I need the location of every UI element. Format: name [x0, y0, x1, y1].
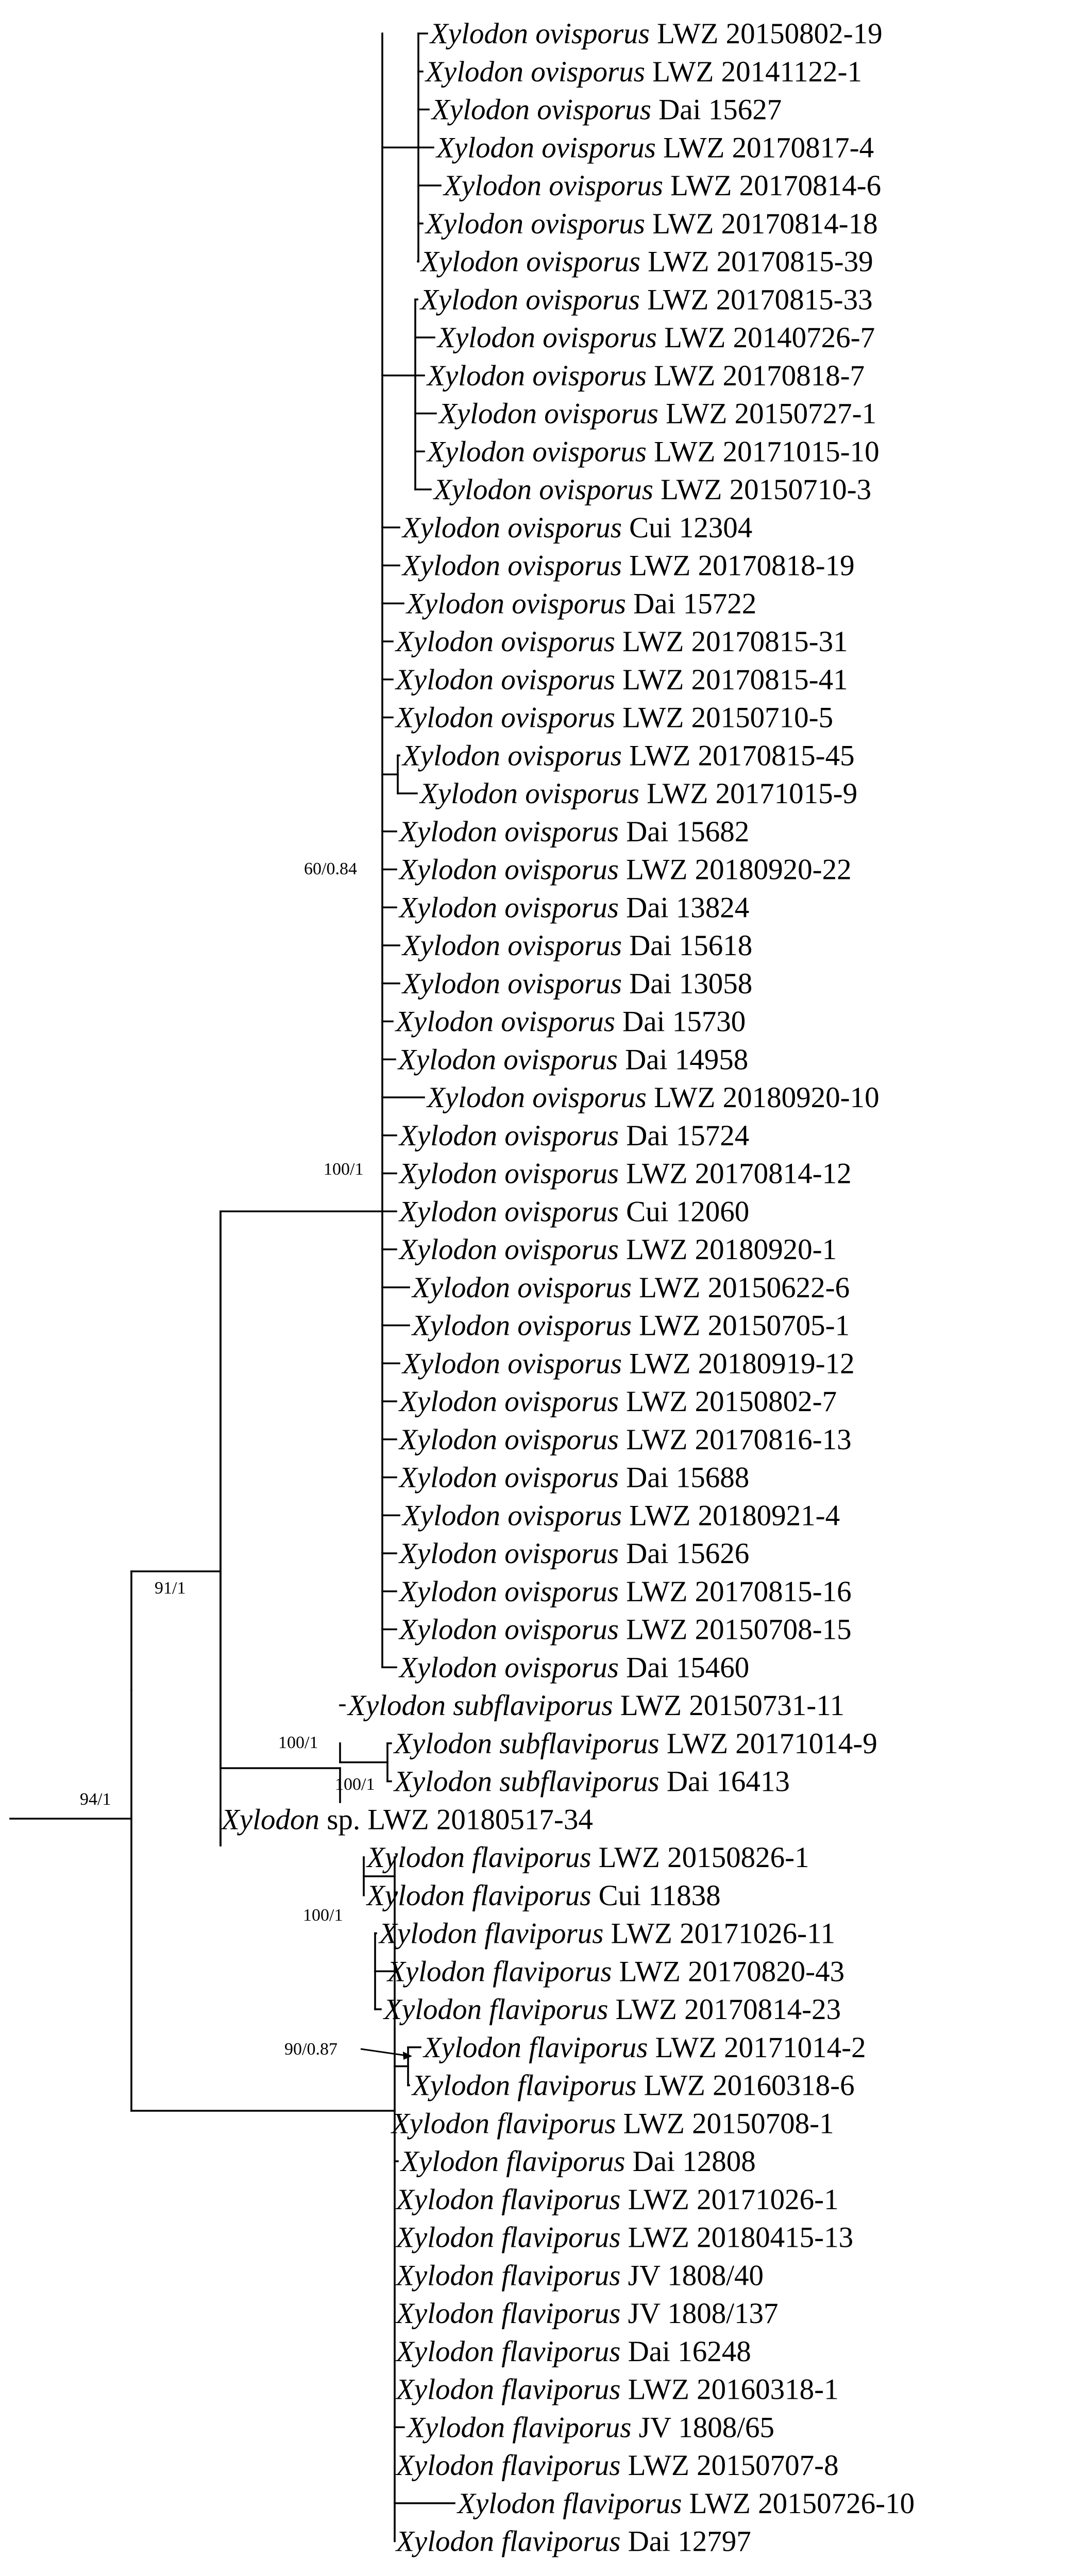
taxon-label	[419, 283, 873, 316]
taxon-species: Xylodon ovisporus	[399, 1537, 619, 1570]
support-ovisporus: 100/1	[324, 1160, 364, 1179]
taxon-voucher: Dai 15460	[626, 1651, 750, 1684]
taxon-voucher: LWZ 20150727-1	[666, 397, 877, 430]
support-subflaviporus-inner: 100/1	[335, 1775, 375, 1794]
taxon-species: Xylodon flaviporus	[387, 1955, 612, 1988]
taxon-species: Xylodon ovisporus	[399, 1651, 619, 1684]
taxon-voucher: JV 1808/40	[628, 2259, 764, 2292]
taxon-species: Xylodon ovisporus	[412, 1309, 632, 1342]
taxon-species: Xylodon ovisporus	[396, 701, 615, 734]
taxon-voucher: JV 1808/137	[628, 2297, 779, 2330]
taxon-species: Xylodon ovisporus	[434, 473, 653, 506]
taxon-voucher: Dai 14958	[625, 1043, 749, 1076]
taxon-label	[398, 854, 852, 886]
taxon-species: Xylodon ovisporus	[396, 1005, 615, 1038]
taxon-label	[398, 1158, 852, 1190]
taxon-voucher: LWZ 20170815-45	[629, 739, 855, 772]
taxon-label	[395, 2183, 839, 2216]
taxon-species: Xylodon ovisporus	[402, 929, 622, 962]
taxon-voucher: Dai 15722	[633, 587, 757, 620]
taxon-label	[395, 625, 848, 658]
support-ovisporus-sub: 60/0.84	[304, 859, 357, 878]
taxon-voucher: LWZ 20150710-3	[661, 473, 872, 506]
taxon-species: Xylodon ovisporus	[399, 853, 619, 886]
taxon-label	[426, 360, 865, 392]
taxon-label	[400, 2145, 756, 2178]
taxon-voucher: LWZ 20171015-9	[647, 777, 858, 810]
taxon-label	[420, 246, 873, 278]
taxon-voucher: Dai 15682	[626, 815, 750, 848]
taxon-voucher: LWZ 20170815-41	[622, 663, 848, 696]
taxon-species: Xylodon subflaviporus	[394, 1727, 660, 1760]
taxon-species: Xylodon flaviporus	[396, 2183, 621, 2216]
taxon-label	[401, 1347, 855, 1380]
taxon-species: Xylodon flaviporus	[396, 2525, 621, 2558]
taxon-voucher: LWZ 20150707-8	[628, 2449, 839, 2482]
taxon-species: Xylodon ovisporus	[427, 1081, 647, 1114]
taxon-label	[398, 816, 749, 848]
taxon-species: Xylodon ovisporus	[399, 1157, 619, 1190]
taxon-label	[401, 968, 752, 1000]
taxon-species: Xylodon ovisporus	[420, 283, 640, 316]
taxon-species: Xylodon ovisporus	[399, 1385, 619, 1418]
taxon-label	[398, 1537, 749, 1570]
taxon-label	[395, 664, 848, 696]
taxon-species: Xylodon flaviporus	[396, 2259, 621, 2292]
taxon-species: Xylodon ovisporus	[412, 1271, 632, 1304]
taxon-label	[435, 131, 874, 164]
taxon-species: Xylodon ovisporus	[430, 18, 650, 50]
taxon-species: Xylodon ovisporus	[399, 1195, 619, 1228]
taxon-voucher: Dai 15618	[629, 929, 753, 962]
taxon-label	[395, 2374, 839, 2406]
taxon-voucher: Dai 16248	[628, 2335, 751, 2368]
taxon-species: Xylodon ovisporus	[444, 170, 663, 202]
taxon-label	[397, 1043, 748, 1076]
taxon-label	[401, 550, 855, 582]
taxon-species: Xylodon ovisporus	[427, 359, 647, 392]
taxon-species: Xylodon flaviporus	[407, 2411, 632, 2444]
taxon-voucher: LWZ 20160318-6	[644, 2069, 855, 2102]
support-flaviporus: 100/1	[303, 1906, 343, 1925]
taxon-species: Xylodon flaviporus	[392, 2107, 616, 2140]
taxon-label	[393, 1766, 790, 1798]
taxon-voucher: LWZ 20150802-19	[657, 18, 883, 50]
taxon-species: Xylodon flaviporus	[401, 2145, 625, 2178]
taxon-label	[221, 1803, 593, 1836]
taxon-species: Xylodon flaviporus	[367, 1841, 591, 1874]
taxon-label	[457, 2487, 915, 2520]
taxon-species: Xylodon ovisporus	[402, 511, 622, 544]
taxon-label	[391, 2107, 834, 2140]
taxon-voucher: LWZ 20171026-11	[611, 1917, 835, 1950]
taxon-species: Xylodon ovisporus	[426, 207, 645, 240]
taxon-label	[395, 702, 833, 734]
taxon-species: Xylodon ovisporus	[399, 1119, 619, 1152]
taxon-voucher: LWZ 20180920-22	[626, 853, 852, 886]
taxon-voucher: LWZ 20170820-43	[619, 1955, 845, 1988]
taxon-label	[419, 777, 857, 810]
taxon-species: Xylodon	[222, 1803, 319, 1836]
taxon-species: Xylodon ovisporus	[402, 739, 622, 772]
taxon-voucher: Dai 13058	[629, 967, 753, 1000]
taxon-voucher: LWZ 20180920-1	[626, 1233, 837, 1266]
taxon-label	[366, 1879, 721, 1912]
taxon-label	[395, 2297, 779, 2330]
taxon-voucher: LWZ 20150802-7	[626, 1385, 837, 1418]
taxon-voucher: Cui 12060	[626, 1195, 750, 1228]
taxon-species: Xylodon flaviporus	[396, 2449, 621, 2482]
tree-branches	[10, 33, 454, 2541]
taxon-voucher: LWZ 20170814-6	[670, 170, 882, 202]
taxon-voucher: LWZ 20150826-1	[598, 1841, 809, 1874]
taxon-label	[429, 18, 883, 50]
taxon-label	[425, 56, 862, 88]
taxon-voucher: LWZ 20150708-1	[623, 2107, 834, 2140]
taxon-voucher: LWZ 20170815-31	[622, 625, 848, 658]
taxon-label	[425, 208, 878, 240]
taxon-voucher: LWZ 20150726-10	[689, 2487, 915, 2520]
taxon-voucher: LWZ 20171014-9	[666, 1727, 877, 1760]
taxon-label	[398, 1120, 749, 1152]
taxon-label	[411, 2070, 855, 2102]
taxon-label	[426, 1081, 880, 1114]
taxon-species: Xylodon flaviporus	[396, 2373, 621, 2406]
taxon-voucher: LWZ 20171015-10	[654, 435, 880, 468]
taxon-species: Xylodon ovisporus	[396, 625, 615, 658]
taxon-label	[398, 1195, 749, 1228]
taxon-voucher: LWZ 20170814-18	[652, 207, 878, 240]
taxon-species: Xylodon ovisporus	[399, 1423, 619, 1456]
taxon-species: Xylodon flaviporus	[396, 2335, 621, 2368]
taxon-voucher: LWZ 20170818-7	[654, 359, 865, 392]
taxon-species: Xylodon ovisporus	[439, 397, 658, 430]
taxon-voucher: LWZ 20170816-13	[626, 1423, 852, 1456]
taxon-voucher: LWZ 20170817-4	[663, 131, 874, 164]
taxon-label	[395, 1006, 746, 1038]
taxon-species: Xylodon flaviporus	[458, 2487, 682, 2520]
taxon-voucher: JV 1808/65	[638, 2411, 775, 2444]
taxon-voucher: LWZ 20141122-1	[652, 55, 862, 88]
taxon-voucher: LWZ 20170815-33	[647, 283, 873, 316]
taxon-voucher: Dai 12797	[628, 2525, 751, 2558]
taxon-species: Xylodon flaviporus	[379, 1917, 604, 1950]
taxon-species: Xylodon flaviporus	[424, 2031, 648, 2064]
taxon-species: Xylodon ovisporus	[399, 815, 619, 848]
taxon-species: Xylodon ovisporus	[399, 1575, 619, 1608]
support-root: 94/1	[80, 1790, 111, 1809]
taxon-label	[398, 1423, 852, 1456]
taxon-label	[398, 1233, 837, 1266]
taxon-voucher: LWZ 20150710-5	[622, 701, 834, 734]
taxon-voucher: LWZ 20150622-6	[639, 1271, 850, 1304]
taxon-species: Xylodon flaviporus	[396, 2221, 621, 2254]
taxon-voucher: sp. LWZ 20180517-34	[327, 1803, 593, 1836]
taxon-species: Xylodon subflaviporus	[394, 1765, 660, 1798]
taxon-label	[422, 2031, 866, 2064]
taxon-voucher: Dai 16413	[666, 1765, 790, 1798]
taxon-voucher: LWZ 20150708-15	[626, 1613, 852, 1646]
taxon-label	[386, 1955, 844, 1988]
taxon-species: Xylodon ovisporus	[396, 663, 615, 696]
taxon-label	[411, 1272, 850, 1304]
taxon-voucher: LWZ 20170818-19	[629, 549, 855, 582]
taxon-label	[395, 2449, 839, 2482]
taxon-label	[426, 435, 880, 468]
taxon-species: Xylodon flaviporus	[384, 1993, 608, 2026]
taxon-voucher: Cui 11838	[598, 1879, 721, 1912]
taxon-label	[433, 473, 871, 506]
taxon-label	[411, 1310, 850, 1342]
taxon-voucher: LWZ 20180920-10	[654, 1081, 880, 1114]
taxon-label	[395, 2222, 853, 2254]
taxon-voucher: Dai 12808	[632, 2145, 756, 2178]
taxon-voucher: Dai 15730	[622, 1005, 746, 1038]
taxon-species: Xylodon ovisporus	[399, 1461, 619, 1494]
taxon-species: Xylodon flaviporus	[412, 2069, 637, 2102]
taxon-label	[398, 1651, 749, 1684]
taxon-label	[398, 1462, 749, 1494]
taxon-label	[395, 2526, 751, 2558]
taxon-voucher: LWZ 20150731-11	[620, 1689, 845, 1722]
support-node-a: 91/1	[155, 1579, 186, 1598]
taxon-labels	[221, 18, 915, 2558]
taxon-label	[366, 1841, 809, 1874]
taxon-label	[438, 398, 876, 430]
taxon-species: Xylodon subflaviporus	[348, 1689, 613, 1722]
taxon-species: Xylodon ovisporus	[436, 131, 656, 164]
taxon-label	[405, 587, 756, 620]
taxon-voucher: LWZ 20140726-7	[664, 321, 875, 354]
taxon-species: Xylodon ovisporus	[420, 777, 639, 810]
taxon-voucher: LWZ 20170814-23	[615, 1993, 841, 2026]
taxon-label	[378, 1918, 835, 1950]
taxon-label	[398, 1385, 837, 1418]
taxon-voucher: LWZ 20170814-12	[626, 1157, 852, 1190]
taxon-species: Xylodon ovisporus	[399, 891, 619, 924]
taxon-voucher: Dai 15627	[658, 93, 782, 126]
taxon-voucher: LWZ 20150705-1	[639, 1309, 850, 1342]
taxon-species: Xylodon flaviporus	[367, 1879, 591, 1912]
taxon-label	[398, 1614, 852, 1646]
taxon-label	[401, 512, 752, 544]
taxon-label	[406, 2411, 774, 2444]
taxon-label	[395, 2259, 764, 2292]
taxon-label	[436, 321, 875, 354]
taxon-species: Xylodon ovisporus	[402, 549, 622, 582]
taxon-voucher: Dai 15724	[626, 1119, 750, 1152]
taxon-label	[401, 739, 855, 772]
taxon-voucher: LWZ 20180919-12	[629, 1347, 855, 1380]
taxon-label	[401, 1499, 840, 1532]
taxon-species: Xylodon ovisporus	[402, 1499, 622, 1532]
taxon-label	[395, 2335, 751, 2368]
taxon-voucher: LWZ 20180921-4	[629, 1499, 840, 1532]
taxon-voucher: Dai 15626	[626, 1537, 750, 1570]
taxon-species: Xylodon ovisporus	[421, 245, 640, 278]
taxon-species: Xylodon ovisporus	[437, 321, 657, 354]
taxon-voucher: Dai 13824	[626, 891, 750, 924]
taxon-label	[393, 1727, 877, 1760]
taxon-voucher: LWZ 20171014-2	[655, 2031, 866, 2064]
support-subflaviporus: 100/1	[278, 1733, 318, 1752]
taxon-label	[398, 1575, 852, 1608]
taxon-label	[347, 1689, 844, 1722]
taxon-label	[401, 929, 752, 962]
taxon-label	[431, 94, 782, 126]
taxon-species: Xylodon ovisporus	[402, 1347, 622, 1380]
arrow-icon	[361, 2049, 412, 2060]
taxon-voucher: LWZ 20160318-1	[628, 2373, 839, 2406]
taxon-voucher: Dai 15688	[626, 1461, 750, 1494]
taxon-voucher: LWZ 20171026-1	[628, 2183, 839, 2216]
taxon-label	[443, 170, 881, 202]
taxon-voucher: LWZ 20180415-13	[628, 2221, 854, 2254]
taxon-species: Xylodon ovisporus	[432, 93, 651, 126]
taxon-species: Xylodon ovisporus	[399, 1233, 619, 1266]
taxon-species: Xylodon flaviporus	[396, 2297, 621, 2330]
taxon-species: Xylodon ovisporus	[426, 55, 645, 88]
taxon-species: Xylodon ovisporus	[402, 967, 622, 1000]
taxon-label	[383, 1993, 841, 2026]
taxon-species: Xylodon ovisporus	[427, 435, 647, 468]
taxon-voucher: Cui 12304	[629, 511, 753, 544]
taxon-label	[398, 891, 749, 924]
taxon-species: Xylodon ovisporus	[407, 587, 626, 620]
taxon-voucher: LWZ 20170815-39	[648, 245, 873, 278]
support-flaviporus-inner: 90/0.87	[284, 2040, 337, 2059]
taxon-species: Xylodon ovisporus	[398, 1043, 618, 1076]
taxon-species: Xylodon ovisporus	[399, 1613, 619, 1646]
taxon-voucher: LWZ 20170815-16	[626, 1575, 852, 1608]
